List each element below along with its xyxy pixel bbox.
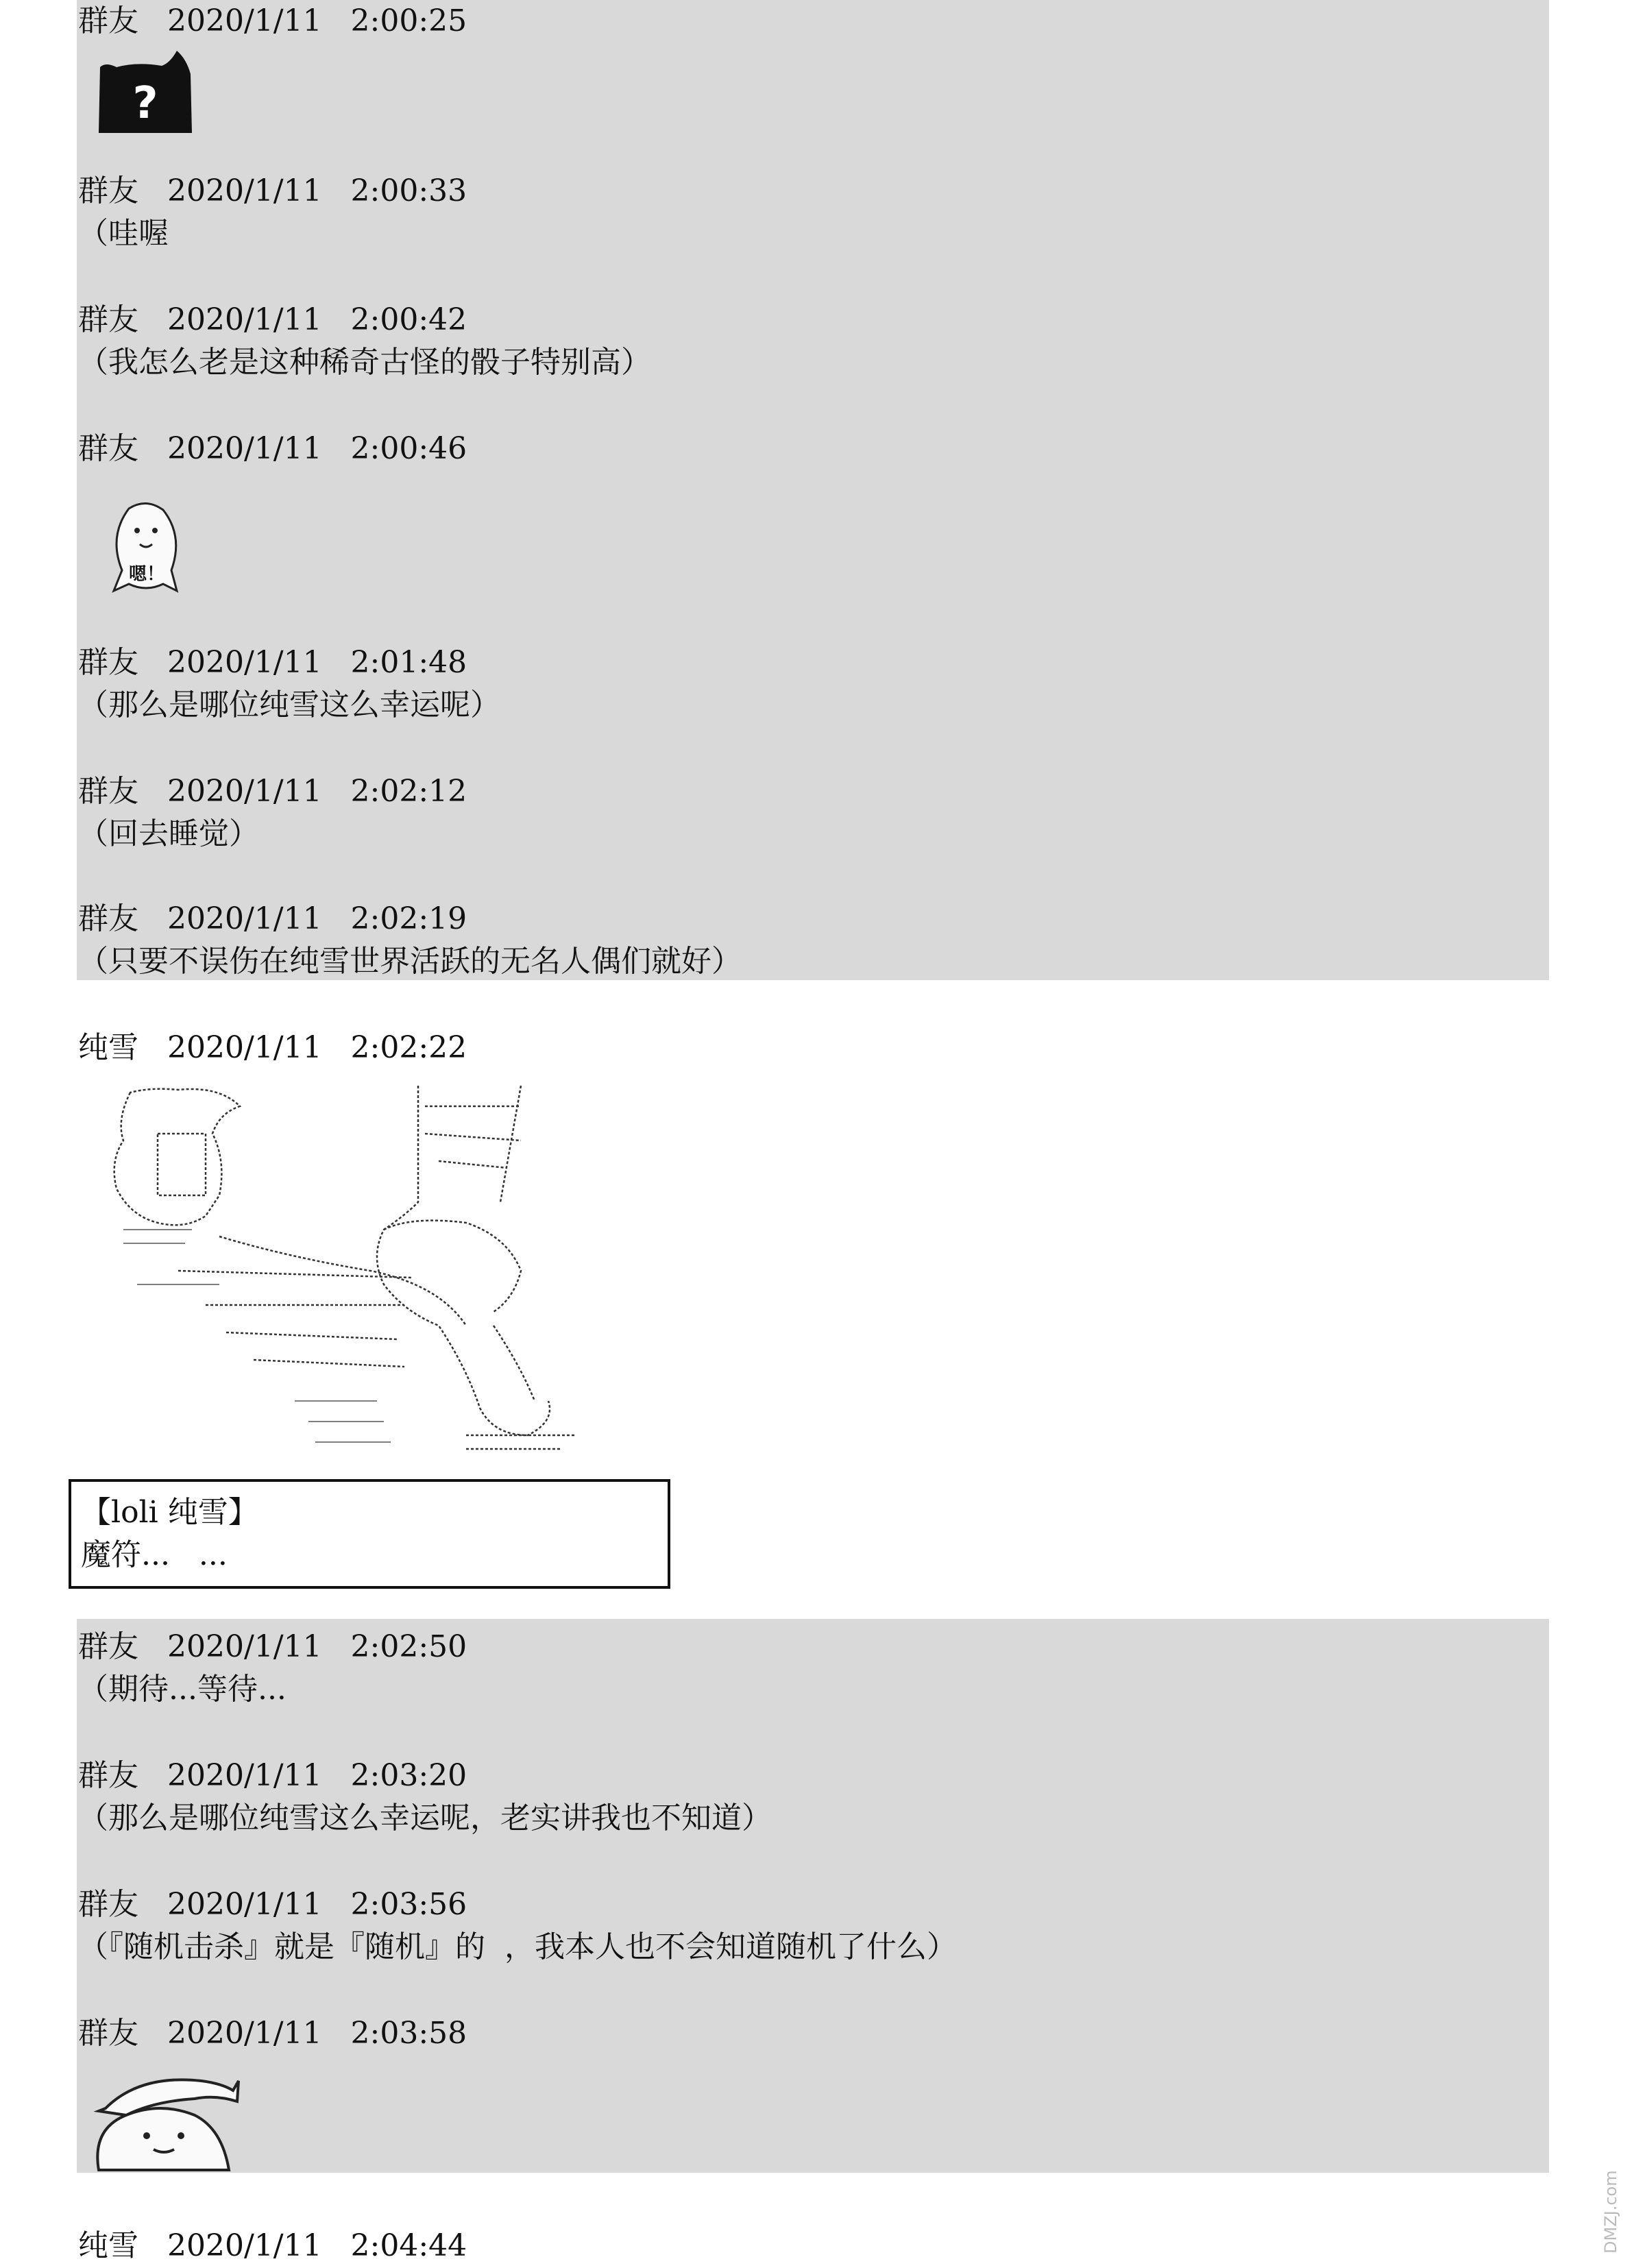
message-text: （那么是哪位纯雪这么幸运呢，老实讲我也不知道） [78,1801,772,1836]
message-item [78,770,467,855]
dmzj-watermark [1597,2152,1624,2255]
message-date: 2020/1/11 [167,2228,322,2263]
message-item [78,1027,467,1069]
message-time: 2:01:48 [350,645,467,680]
message-item [78,0,467,42]
svg-text:?: ? [132,78,158,129]
message-time: 2:02:50 [350,1629,467,1664]
message-header [78,1626,467,1668]
message-text: （只要不误伤在纯雪世界活跃的无名人偶们就好） [78,944,742,979]
card-body: 魔符... ... [81,1537,228,1572]
message-header [78,0,467,42]
message-item [78,170,467,255]
message-date: 2020/1/11 [167,3,322,38]
sender-name: 群友 [78,645,138,680]
message-text: （『随机击杀』就是『随机』的 ，我本人也不会知道随机了什么） [78,1929,957,1964]
message-header [78,428,467,470]
message-text: （那么是哪位纯雪这么幸运呢） [78,687,500,722]
message-item [78,2012,467,2055]
message-header [78,2225,467,2267]
card-title: 【loli 纯雪】 [81,1495,258,1530]
message-date: 2020/1/11 [167,173,322,208]
message-header [78,642,500,684]
message-date: 2020/1/11 [167,1629,322,1664]
message-time: 2:04:44 [350,2228,467,2263]
message-item [78,1883,957,1968]
message-date: 2020/1/11 [167,2016,322,2051]
message-time: 2:03:58 [350,2016,467,2051]
sender-name: 群友 [78,901,138,936]
message-time: 2:02:22 [350,1030,467,1065]
sender-name: 群友 [78,1758,138,1793]
message-date: 2020/1/11 [167,1758,322,1793]
message-time: 2:02:12 [350,774,467,809]
sender-name: 群友 [78,431,138,466]
message-header [78,898,742,940]
message-date: 2020/1/11 [167,645,322,680]
message-date: 2020/1/11 [167,901,322,936]
message-time: 2:00:42 [350,302,467,337]
ascii-art-figures [82,1079,603,1470]
message-text: （回去睡觉） [78,816,259,851]
message-header [78,2012,467,2055]
message-item [78,642,500,727]
sender-name: 群友 [78,173,138,208]
message-item [78,428,467,470]
sender-name: 群友 [78,1629,138,1664]
message-header [78,770,467,813]
message-time: 2:03:56 [350,1887,467,1922]
message-item [78,1626,467,1711]
sender-name: 群友 [78,2016,138,2051]
message-item [78,1755,772,1840]
message-header [78,1883,957,1926]
message-text: （我怎么老是这种稀奇古怪的骰子特别高） [78,345,651,380]
sticker-caption: 嗯！ [128,564,165,585]
message-header [78,299,651,341]
message-date: 2020/1/11 [167,1030,322,1065]
message-header [78,1755,772,1797]
white-ghost-sticker [95,495,197,598]
character-speech-card [69,1479,670,1589]
sender-name: 群友 [78,302,138,337]
message-header [78,170,467,212]
sender-name: 纯雪 [78,1030,138,1065]
message-date: 2020/1/11 [167,431,322,466]
sender-name: 群友 [78,3,138,38]
message-time: 2:00:33 [350,173,467,208]
message-time: 2:03:20 [350,1758,467,1793]
message-time: 2:00:25 [350,3,467,38]
black-cat-question-sticker [96,47,195,134]
message-header [78,1027,467,1069]
message-text: （哇喔 [78,216,169,251]
message-text: （期待...等待... [78,1672,287,1707]
message-time: 2:00:46 [350,431,467,466]
message-time: 2:02:19 [350,901,467,936]
seal-holding-fish-sticker [85,2067,243,2177]
message-item [78,898,742,983]
sender-name: 群友 [78,1887,138,1922]
sender-name: 纯雪 [78,2228,138,2263]
message-date: 2020/1/11 [167,1887,322,1922]
message-date: 2020/1/11 [167,302,322,337]
message-date: 2020/1/11 [167,774,322,809]
sender-name: 群友 [78,774,138,809]
message-item [78,299,651,384]
svg-text:DMZJ.com: DMZJ.com [1601,2170,1620,2254]
message-item [78,2225,467,2267]
